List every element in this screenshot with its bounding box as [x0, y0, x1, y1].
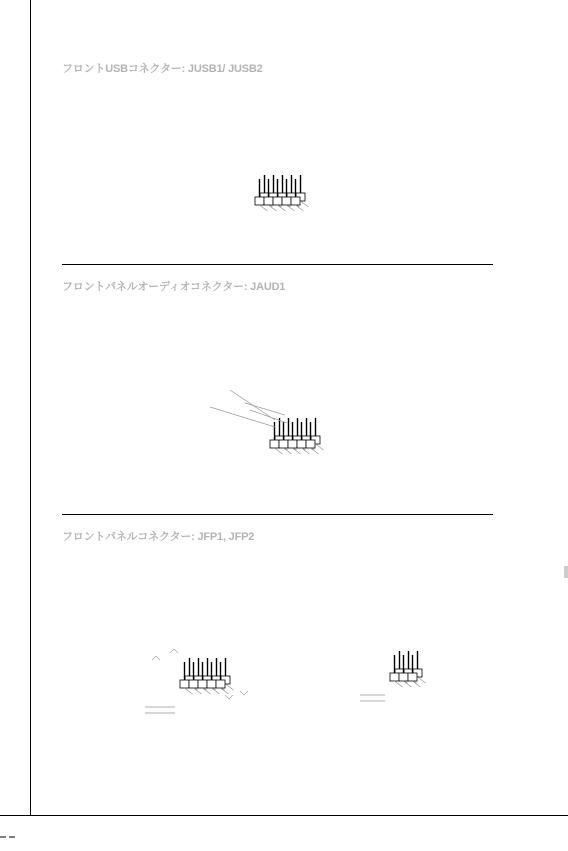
- pin-housing: [291, 197, 300, 205]
- label-leader-line: [210, 407, 275, 427]
- pin-housing: [408, 673, 417, 681]
- section-divider: [62, 264, 493, 265]
- pin-leader-line: [275, 448, 283, 454]
- pin-leader-line: [185, 688, 193, 694]
- pin-housing: [399, 673, 408, 681]
- pin-housing: [297, 440, 306, 448]
- jfp2-connector-figure: [355, 645, 425, 715]
- pin-housing: [216, 680, 225, 688]
- pin-housing: [180, 680, 189, 688]
- pin-housing: [282, 197, 291, 205]
- pin-housing: [288, 440, 297, 448]
- pin-leader-line: [395, 681, 403, 687]
- usb-connector-figure: [240, 165, 320, 215]
- pin-housing: [390, 673, 399, 681]
- page-left-rule: [30, 0, 31, 815]
- pin-leader-line: [316, 444, 324, 450]
- pin-leader-line: [269, 205, 277, 211]
- pin-leader-line: [293, 448, 301, 454]
- pin-leader-line: [212, 688, 220, 694]
- page-edge-mark: [564, 566, 568, 578]
- pin-housing: [270, 440, 279, 448]
- pin-leader-line: [418, 677, 426, 683]
- pin-leader-line: [284, 448, 292, 454]
- jfp1-connector-figure: [140, 635, 260, 715]
- section-divider: [62, 514, 493, 515]
- pin-bracket-marks: [152, 649, 248, 699]
- pin-leader-line: [221, 688, 229, 694]
- pin-housing: [189, 680, 198, 688]
- pin-housing: [279, 440, 288, 448]
- pin-leader-line: [226, 684, 234, 690]
- pin-housing: [255, 197, 264, 205]
- section-title-front-audio: フロントパネルオーディオコネクター: JAUD1: [62, 281, 286, 293]
- pin-housing: [273, 197, 282, 205]
- pin-leader-line: [311, 448, 319, 454]
- pin-leader-line: [413, 681, 421, 687]
- pin-leader-line: [194, 688, 202, 694]
- section-title-front-panel: フロントパネルコネクター: JFP1, JFP2: [62, 531, 255, 543]
- pin-leader-line: [278, 205, 286, 211]
- section-title-front-usb: フロントUSBコネクター: JUSB1/ JUSB2: [62, 63, 263, 75]
- pin-leader-line: [301, 201, 309, 207]
- audio-connector-figure: [205, 385, 335, 465]
- pin-housing: [306, 440, 315, 448]
- pin-housing: [198, 680, 207, 688]
- pin-leader-line: [404, 681, 412, 687]
- pin-leader-line: [260, 205, 268, 211]
- pin-leader-line: [203, 688, 211, 694]
- pin-housing: [207, 680, 216, 688]
- pin-housing: [264, 197, 273, 205]
- pin-leader-line: [296, 205, 304, 211]
- pin-leader-line: [302, 448, 310, 454]
- page-number-fragment: [0, 835, 18, 845]
- page-bottom-rule: [0, 815, 568, 816]
- pin-leader-line: [287, 205, 295, 211]
